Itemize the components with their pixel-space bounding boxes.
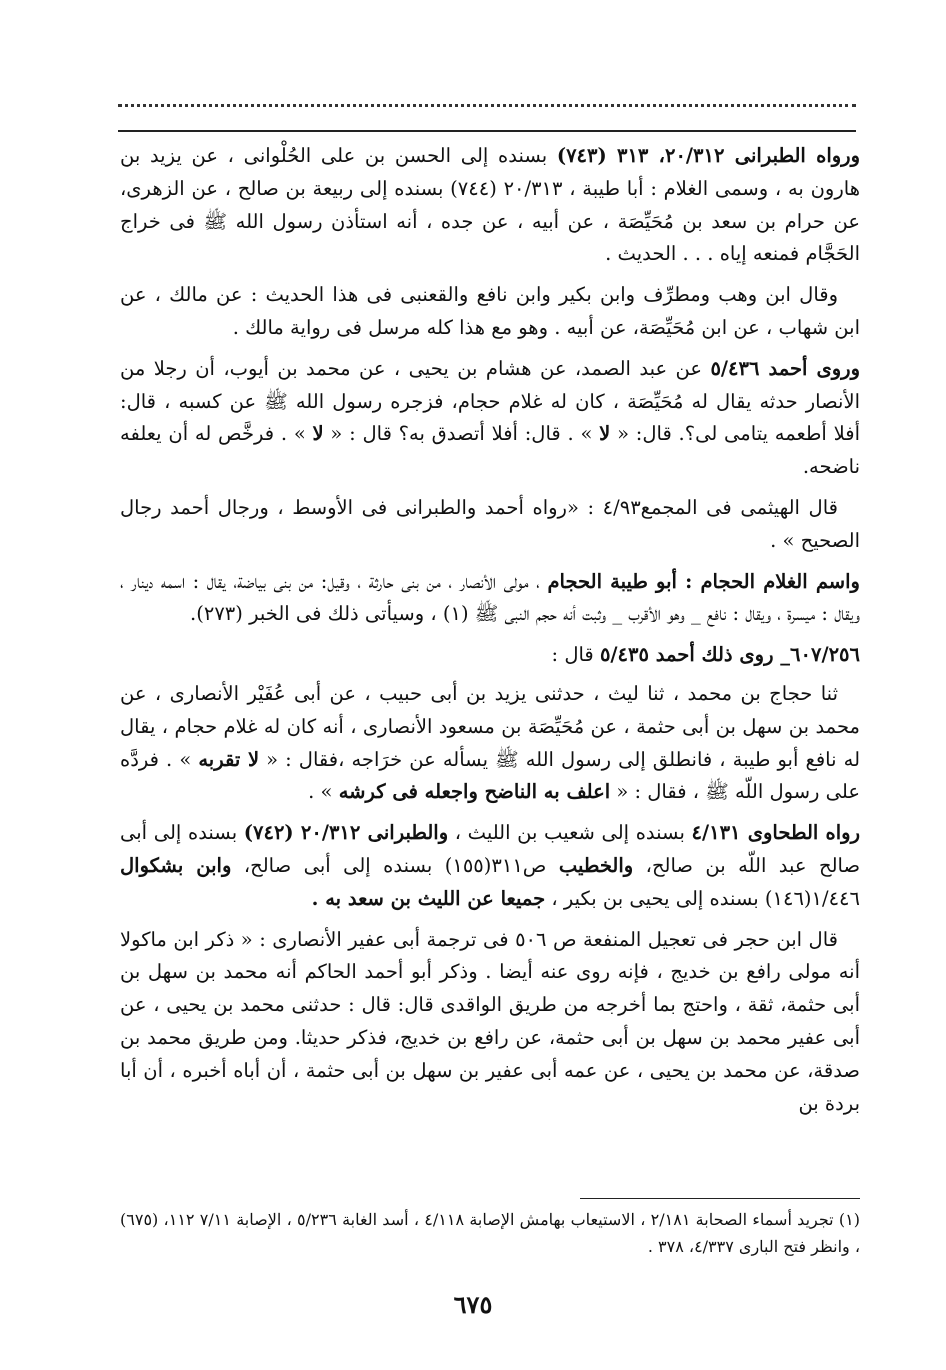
- text-run: » . فرخَّص له أن يعلفه ناضحه.: [120, 422, 860, 479]
- paragraph: [120, 817, 860, 915]
- text-run: » .: [308, 780, 339, 804]
- text-run: ، مولى الأنصار ، من بنى حارثة ، وقيل: من بنى بياضة، يقال : اسمه دينار ، ويقال : ميسرة ، ويقال : نافع _ وهو الأقرب _ وثبت أنه حجم النبى ﷺ (١) ، وسيأتى ذلك فى الخبر (٢٧٣).: [120, 569, 860, 626]
- text-run: ثنا حجاج بن محمد ، ثنا ليث ، حدثنى يزيد بن أبى حبيب ، عن أبى عُفَيْر الأنصارى ، عن محمد بن سهل بن أبى حثمة ، عن مُحَيِّصَة بن مسعود الأنصارى ، أنه كان له غلام حجام ، يقال له نافع أبو طيبة ، فانطلق إلى رسول الله ﷺ يسأله عن خرَاجه ،فقال : «: [120, 681, 861, 771]
- bold-quote: لا: [599, 422, 611, 446]
- main-text: [120, 140, 860, 1128]
- bold-citation: رواه الطحاوى ٤/١٣١: [691, 821, 861, 845]
- paragraph: [120, 924, 860, 1121]
- text-run: قال ابن حجر فى تعجيل المنفعة ص ٥٠٦ فى ترجمة أبى عفير الأنصارى : « ذكر ابن ماكولا أنه مولى رافع بن خديج ، فإنه روى عنه أيضا . وذكر أبو أحمد الحاكم أنه محمد بن سهل بن أبى حثمة، ثقة ، واحتج بما أخرجه من طريق الواقدى قال: قال : حدثنى محمد بن يحيى ، عن أبى عفير محمد بن سهل بن أبى حثمة، عن رافع بن خديج، فذكر حديثا. ومن طريق محمد بن صدقة، عن محمد بن يحيى ، عن عمه أبى عفير بن سهل بن أبى حثمة ، أن أباه أخبره ، أن أبا بردة بن: [120, 927, 860, 1115]
- text-run: » . فردَّه على رسول اللّه ﷺ ، فقال : «: [120, 747, 860, 804]
- paragraph: [120, 566, 860, 632]
- bold-quote: لا تقربه: [198, 747, 260, 771]
- footnote-rule: [580, 1198, 860, 1199]
- bold-citation: والخطيب: [558, 853, 634, 877]
- header-dotted-rule: [118, 104, 856, 107]
- text-run: بسنده إلى أبى صالح عبد اللّه بن صالح،: [120, 821, 861, 877]
- bold-quote: اعلف به الناضح واجعله فى كرشه: [338, 780, 611, 804]
- bold-citation: جميعا عن الليث بن سعد به .: [311, 886, 546, 910]
- bold-citation: والطبرانى ٢٠/٣١٢ (٧٤٢): [243, 821, 449, 845]
- text-run: قال الهيثمى فى المجمع٤/٩٣ : «رواه أحمد والطبرانى فى الأوسط ، ورجال أحمد رجال الصحيح » .: [120, 495, 860, 552]
- bold-citation: ورواه الطبرانى ٢٠/٣١٢، ٣١٣ (٧٤٣): [556, 144, 860, 167]
- text-run: عن عبد الصمد، عن هشام بن يحيى ، عن محمد بن أيوب، أن رجلا من الأنصار حدثه يقال له مُحَيِّصَة ، كان له غلام حجام، فزجره رسول الله ﷺ عن كسبه ، قال: أفلا أطعمه يتامى لى؟. قال: «: [120, 356, 860, 446]
- footnote-text: (١) تجريد أسماء الصحابة ٢/١٨١ ، الاستيعاب بهامش الإصابة ٤/١١٨ ، أسد الغابة ٥/٢٣٦ ، الإصابة ٧/١١ ١١٢، (٦٧٥) ، وانظر فتح البارى ٤/٣٣٧، ٣٧٨ .: [120, 1210, 861, 1256]
- paragraph: [120, 140, 860, 271]
- paragraph: [120, 353, 860, 484]
- footnotes: [120, 1206, 860, 1260]
- page-number: ٦٧٥: [453, 1290, 493, 1319]
- text-run: بسنده إلى شعيب بن الليث ،: [448, 821, 692, 845]
- text-run: قال :: [551, 643, 600, 667]
- paragraph: [120, 279, 860, 345]
- bold-citation: وابن بشكوال: [120, 853, 232, 877]
- bold-heading: واسم الغلام الحجام : أبو طيبة الحجام: [547, 569, 860, 593]
- text-run: ١/٤٤٦(١٤٦) بسنده إلى يحيى بن بكير ،: [545, 886, 860, 910]
- bold-quote: لا: [312, 422, 324, 446]
- bold-citation: وروى أحمد ٥/٤٣٦: [710, 356, 860, 380]
- text-run: وقال ابن وهب ومطرِّف وابن بكير وابن نافع والقعنبى فى هذا الحديث : عن مالك ، عن ابن شهاب ، عن ابن مُحَيِّصَة، عن أبيه . وهو مع هذا كله مرسل فى رواية مالك .: [120, 283, 860, 339]
- header-solid-rule: [118, 130, 856, 132]
- paragraph: [120, 678, 860, 809]
- paragraph: [120, 492, 860, 558]
- text-run: بسنده إلى الحسن بن على الحُلْوانى ، عن يزيد بن هارون به ، وسمى الغلام : أبا طيبة ، ٢٠/٣١٣ (٧٤٤) بسنده إلى ربيعة بن صالح ، عن الزهرى، عن حرام بن سعد بن مُحَيِّصَة ، عن أبيه ، عن جده ، أنه استأذن رسول الله ﷺ فى خراج الحَجَّام فمنعه إياه . . . الحديث .: [120, 144, 860, 266]
- text-run: » . قال: أفلا أتصدق به؟ قال : «: [323, 422, 600, 446]
- hadith-heading: [120, 639, 860, 672]
- hadith-number: ٦٠٧/٢٥٦_ روى ذلك أحمد ٥/٤٣٥: [599, 643, 860, 667]
- text-run: ص٣١١(١٥٥) بسنده إلى أبى صالح،: [231, 853, 559, 877]
